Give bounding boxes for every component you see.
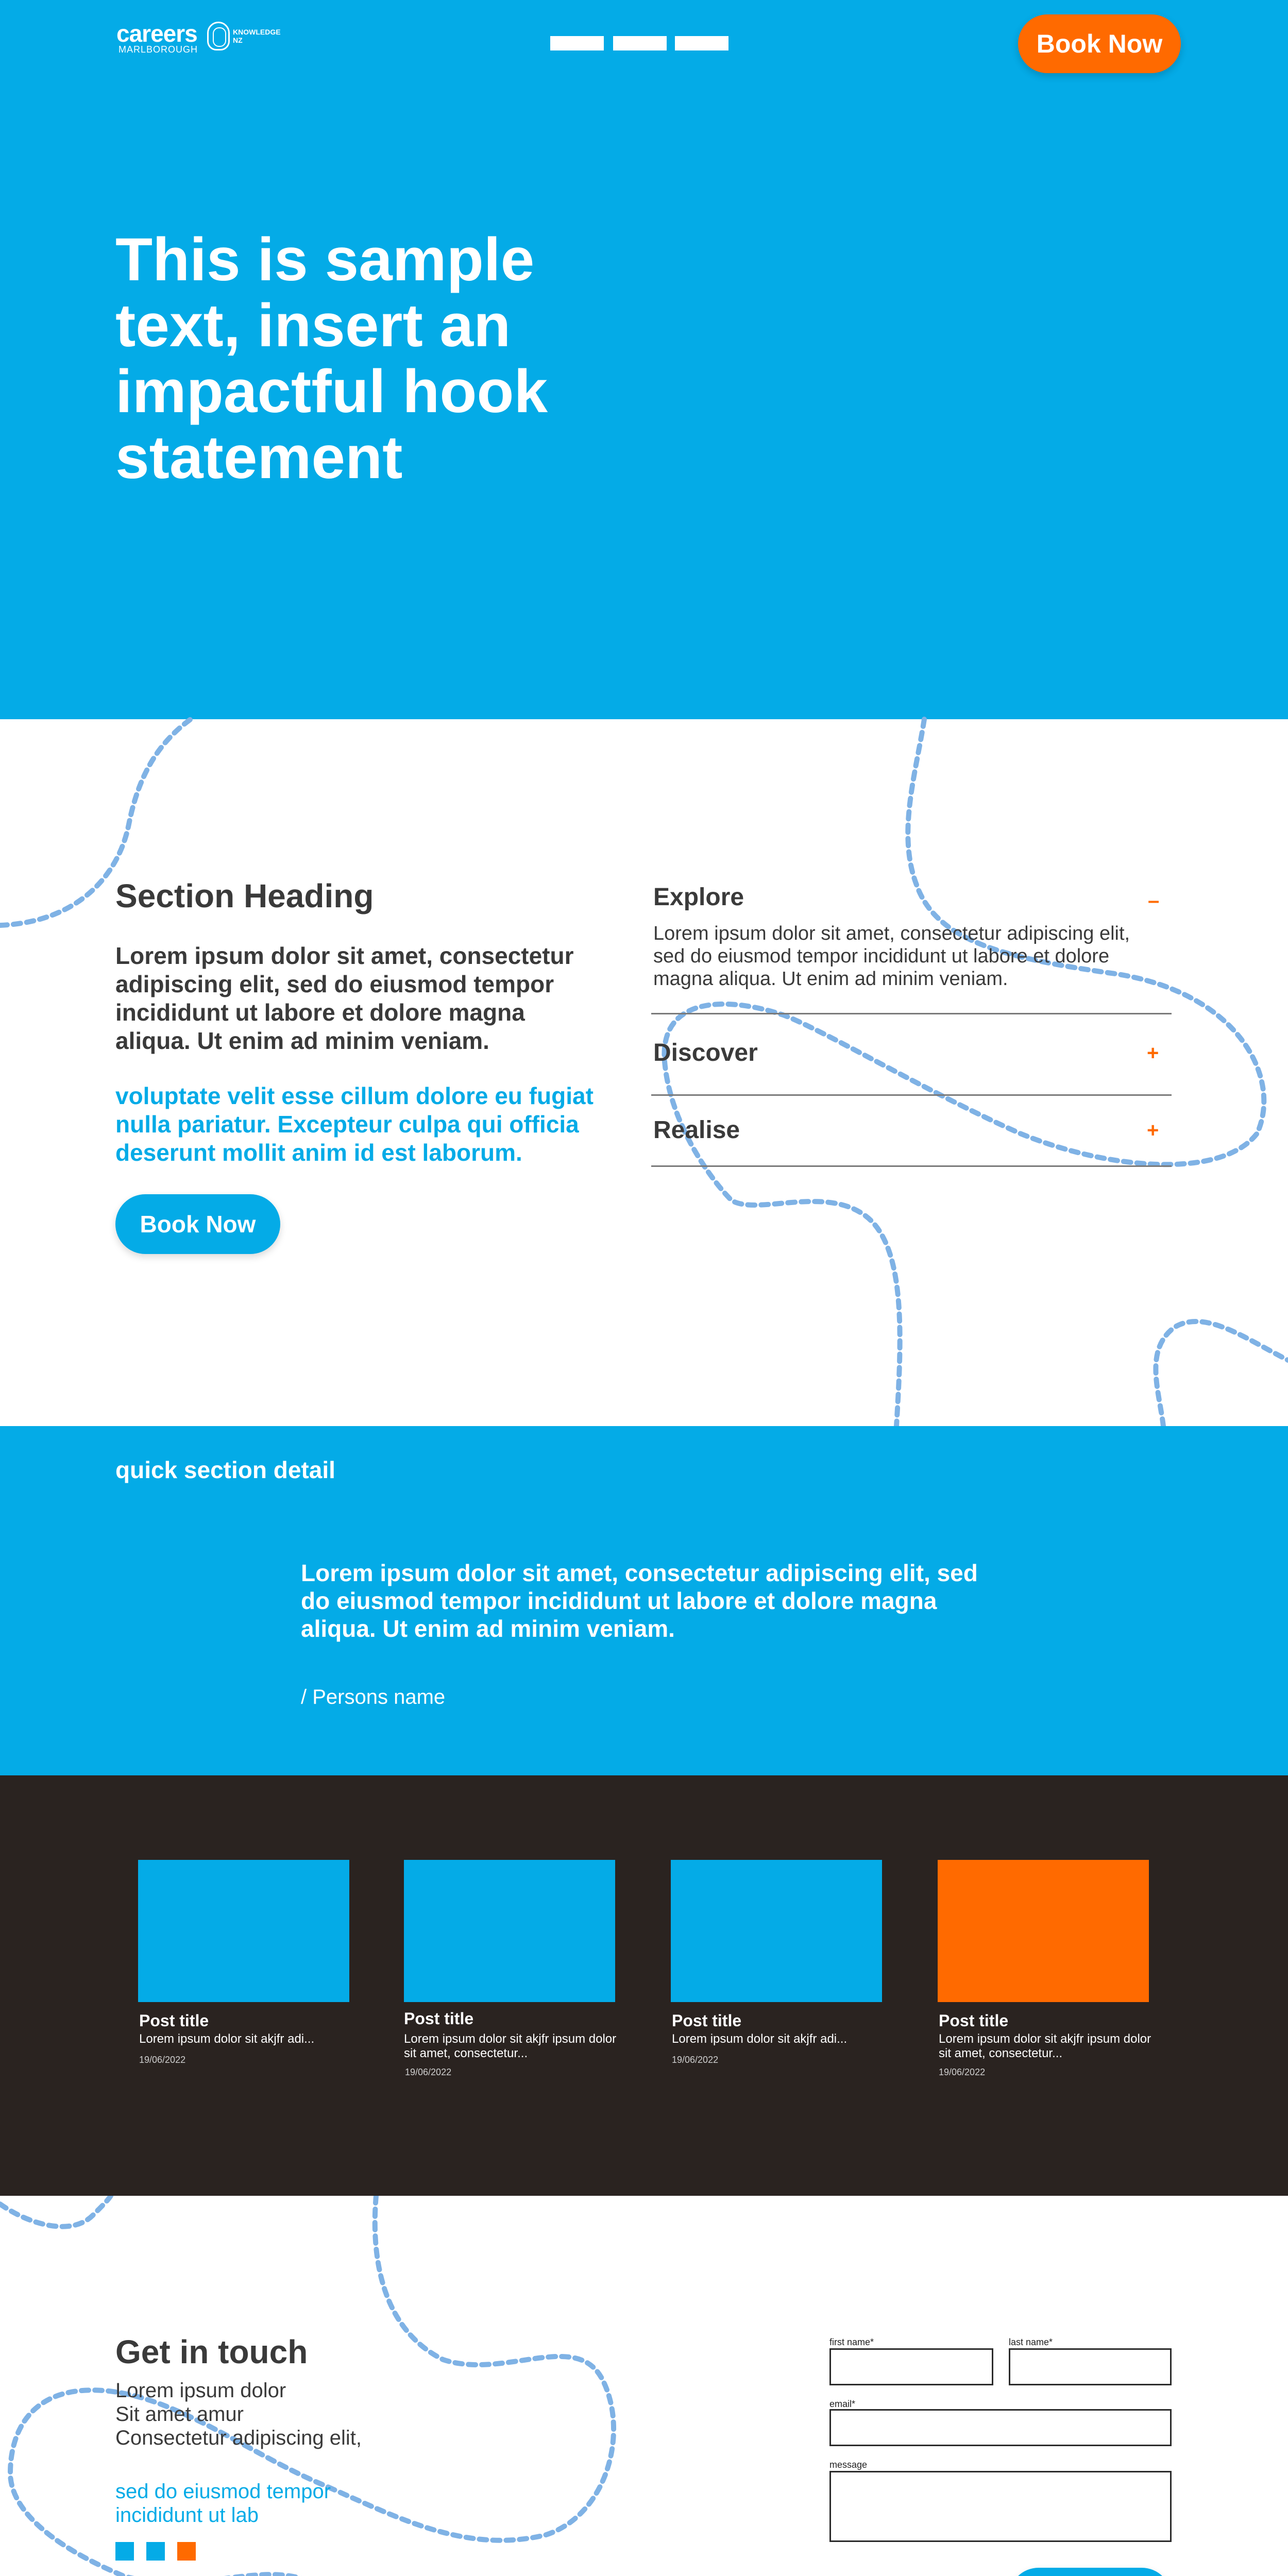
post-thumbnail[interactable] bbox=[671, 1860, 882, 2002]
logo-wordmark: careers bbox=[116, 20, 197, 47]
post-title[interactable]: Post title bbox=[939, 2011, 1009, 2030]
section-heading: Section Heading bbox=[115, 877, 374, 914]
logo-subtitle: MARLBOROUGH bbox=[118, 44, 198, 55]
contact-line: Sit amet amur bbox=[115, 2403, 244, 2426]
social-icon[interactable] bbox=[177, 2542, 196, 2561]
plus-icon[interactable]: + bbox=[1147, 1042, 1159, 1064]
post-excerpt: Lorem ipsum dolor sit akjfr ipsum dolor sit amet, consectetur... bbox=[939, 2032, 1151, 2060]
site-logo[interactable] bbox=[116, 20, 281, 56]
contact-line: Lorem ipsum dolor bbox=[115, 2379, 286, 2402]
post-title[interactable]: Post title bbox=[139, 2011, 209, 2030]
first-name-label: first name* bbox=[829, 2337, 874, 2347]
accordion-divider bbox=[651, 1013, 1172, 1014]
accordion-explore-title[interactable]: Explore bbox=[653, 884, 744, 911]
accordion-divider bbox=[651, 1094, 1172, 1096]
nav-item-3[interactable] bbox=[675, 36, 728, 50]
message-label: message bbox=[829, 2460, 868, 2470]
post-thumbnail[interactable] bbox=[404, 1860, 615, 2002]
contact-link[interactable]: incididunt ut lab bbox=[115, 2504, 259, 2527]
accordion-explore-body: Lorem ipsum dolor sit amet, consectetur adipiscing elit, sed do eiusmod tempor incididunt ut labore et dolore magna aliqua. Ut enim ad minim veniam. bbox=[653, 923, 1130, 990]
social-icon[interactable] bbox=[115, 2542, 134, 2561]
post-title[interactable]: Post title bbox=[404, 2009, 474, 2028]
plus-icon[interactable]: + bbox=[1147, 1119, 1159, 1142]
post-excerpt: Lorem ipsum dolor sit akjfr ipsum dolor sit amet, consectetur... bbox=[404, 2032, 617, 2060]
contact-heading: Get in touch bbox=[115, 2333, 308, 2370]
post-date: 19/06/2022 bbox=[939, 2067, 986, 2077]
first-name-field[interactable] bbox=[829, 2348, 993, 2385]
post-thumbnail[interactable] bbox=[138, 1860, 349, 2002]
quote-label: quick section detail bbox=[115, 1456, 335, 1483]
post-date: 19/06/2022 bbox=[672, 2055, 719, 2065]
hero-title: This is sample text, insert an impactful hook statement bbox=[115, 226, 548, 492]
email-field[interactable] bbox=[829, 2409, 1172, 2446]
email-label: email* bbox=[829, 2399, 856, 2409]
accordion-divider bbox=[651, 1165, 1172, 1167]
post-date: 19/06/2022 bbox=[405, 2067, 452, 2077]
nav-item-1[interactable] bbox=[550, 36, 604, 50]
contact-line: Consectetur adipiscing elit, bbox=[115, 2427, 362, 2449]
post-thumbnail[interactable] bbox=[938, 1860, 1149, 2002]
contact-link[interactable]: sed do eiusmod tempor bbox=[115, 2480, 331, 2503]
accordion-realise-title[interactable]: Realise bbox=[653, 1116, 740, 1144]
intro-section bbox=[0, 719, 1288, 1426]
header-book-button[interactable]: Book Now bbox=[1018, 14, 1181, 73]
quote-author: / Persons name bbox=[301, 1686, 446, 1708]
post-title[interactable]: Post title bbox=[672, 2011, 742, 2030]
section-book-button[interactable]: Book Now bbox=[115, 1194, 280, 1254]
social-icon[interactable] bbox=[146, 2542, 165, 2561]
post-excerpt: Lorem ipsum dolor sit akjfr adi... bbox=[139, 2032, 315, 2046]
post-date: 19/06/2022 bbox=[139, 2055, 186, 2065]
quote-text: Lorem ipsum dolor sit amet, consectetur adipiscing elit, sed do eiusmod tempor incididunt ut labore et dolore magna aliqua. Ut enim ad minim veniam. bbox=[301, 1560, 978, 1642]
section-lead-text: Lorem ipsum dolor sit amet, consectetur adipiscing elit, sed do eiusmod tempor incididunt ut labore et dolore magna aliqua. Ut enim ad minim veniam. bbox=[115, 942, 574, 1054]
message-field[interactable] bbox=[829, 2471, 1172, 2542]
send-button[interactable] bbox=[1009, 2568, 1172, 2576]
last-name-label: last name* bbox=[1009, 2337, 1053, 2347]
thumbprint-icon bbox=[207, 22, 230, 50]
section-accent-text: voluptate velit esse cillum dolore eu fugiat nulla pariatur. Excepteur culpa qui officia deserunt mollit anim id est laborum. bbox=[115, 1082, 594, 1166]
minus-icon[interactable]: – bbox=[1148, 889, 1160, 912]
nav-item-2[interactable] bbox=[613, 36, 667, 50]
accordion-discover-title[interactable]: Discover bbox=[653, 1039, 758, 1066]
post-excerpt: Lorem ipsum dolor sit akjfr adi... bbox=[672, 2032, 848, 2046]
last-name-field[interactable] bbox=[1009, 2348, 1172, 2385]
logo-badge: KNOWLEDGE NZ bbox=[233, 28, 281, 44]
